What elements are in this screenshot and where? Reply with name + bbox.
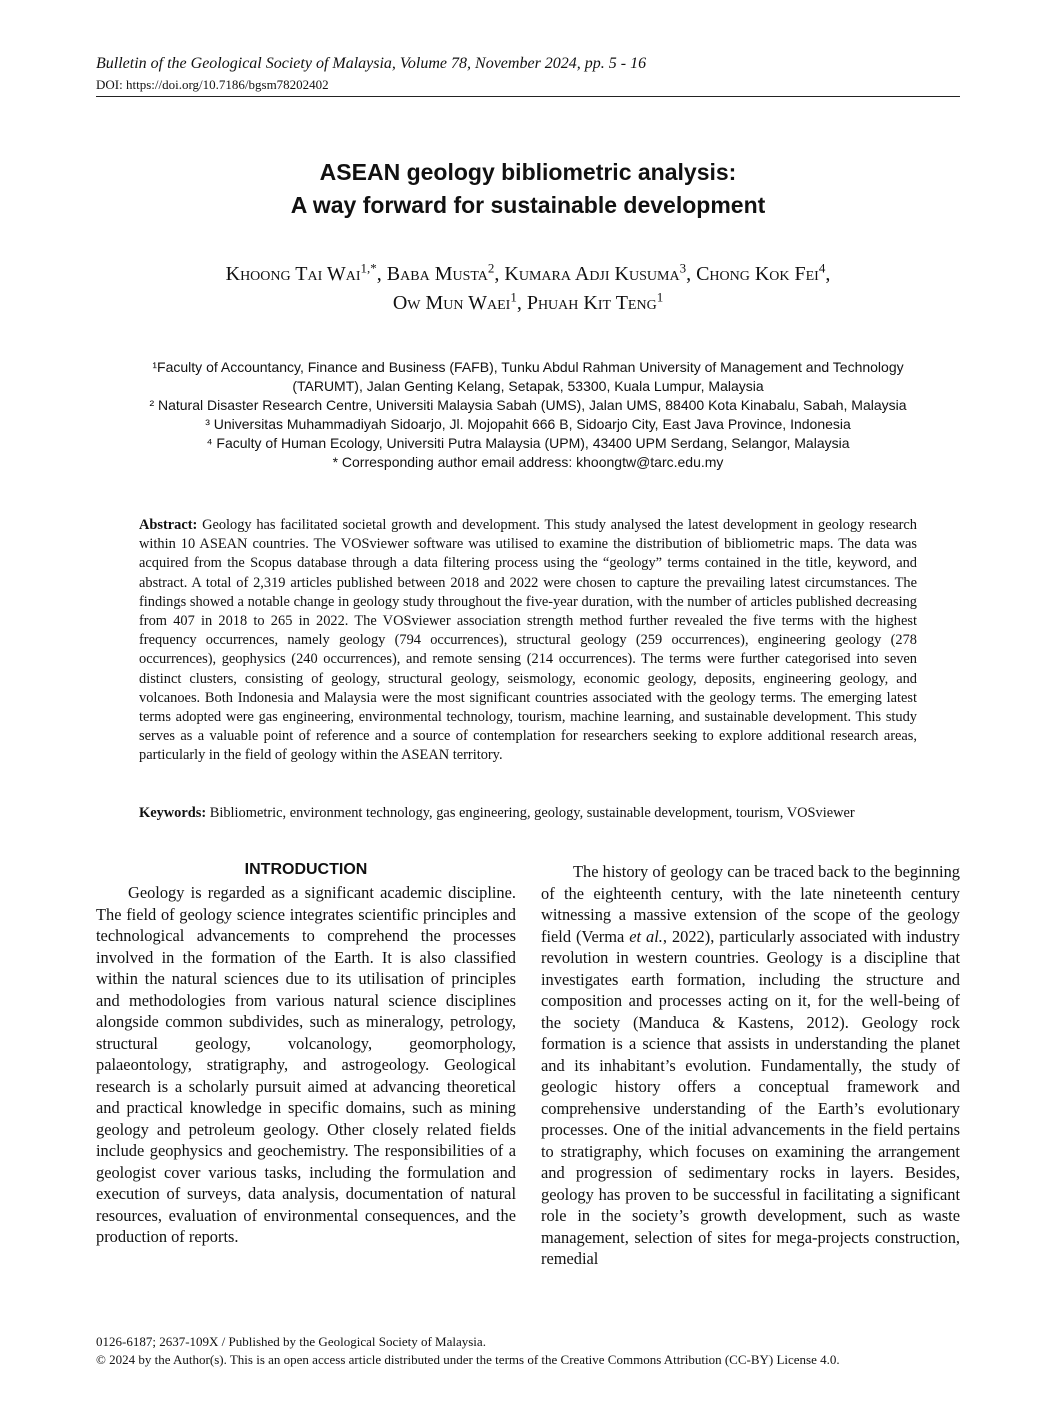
abstract	[139, 516, 917, 766]
author-affiliation-mark: 4	[818, 260, 826, 276]
keywords	[139, 805, 939, 822]
author-affiliation-mark: 1	[510, 289, 517, 305]
keywords-label: Keywords:	[139, 805, 207, 821]
paragraph-text: , 2022), particularly associated with industry revolution in western countries. Geology is a discipline that investigates earth formation, including the structure and composition and processes acting on it, for the well-being of the society (Manduca & Kastens, 2012). Geology rock formation is a science that assists in understanding the planet and its inhabitant’s evolution. Fundamentally, the study of geologic history offers a conceptual framework and comprehensive understanding of the Earth’s evolutionary processes. One of the initial advancements in the field pertains to stratigraphy, which focuses on examining the arrangement and progression of sedimentary rocks in layers. Besides, geology has proven to be successful in facilitating a significant role in the society’s growth development, such as waste management, selection of sites for mega-projects construction, remedial	[541, 926, 960, 1268]
author-line-2: Ow Mun Waei$^1$, Phuah Kit Teng$^1$	[392, 289, 664, 314]
keywords-text: Bibliometric, environment technology, gas engineering, geology, sustainable development, tourism, VOSviewer	[209, 805, 855, 821]
right-column	[541, 861, 960, 1270]
footer-license: © 2024 by the Author(s). This is an open access article distributed under the terms of the Creative Commons Attribution (CC-BY) License 4.0.	[96, 1352, 840, 1367]
abstract-label: Abstract:	[139, 517, 198, 533]
intro-paragraph-1: Geology is regarded as a significant academic discipline. The field of geology science integrates scientific principles and technological advancements to comprehend the processes involved in the formation of the Earth. It is also classified within the natural sciences due to its utilisation of principles and methodologies from various natural science disciplines alongside common subdivides, such as mineralogy, petrology, structural geology, volcanology, geomorphology, palaeontology, stratigraphy, and astrogeology. Geological research is a scholarly pursuit aimed at advancing theoretical and practical knowledge in specific domains, such as mining geology and petroleum geology. Other closely related fields include geophysics and geochemistry. The responsibilities of a geologist cover various tasks, including the formulation and execution of surveys, data analysis, documentation of natural resources, evaluation of environmental consequences, and the production of reports.	[96, 883, 516, 1246]
page-footer	[96, 1333, 840, 1369]
author-line-1: Khoong Tai Wai$^{1,*}$, Baba Musta$^2$, Kumara Adji Kusuma$^3$, Chong Kok Fei$^4$,	[225, 260, 831, 285]
title-line-2: A way forward for sustainable development	[290, 192, 766, 218]
abstract-text: Geology has facilitated societal growth and development. This study analysed the latest development in geology research within 10 ASEAN countries. The VOSviewer software was utilised to examine the distribution of bibliometric maps. The data was acquired from the Scopus database through a data filtering process using the “geology” terms contained in the title, keyword, and abstract. A total of 2,319 articles published between 2018 and 2022 were chosen to capture the prevailing latest circumstances. The findings showed a notable change in geology study throughout the five-year duration, with the number of articles published decreasing from 407 in 2018 to 265 in 2022. The VOSviewer association strength method further revealed the five terms with the highest frequency occurrences, namely geology (794 occurrences), structural geology (259 occurrences), engineering geology (278 occurrences), geophysics (240 occurrences), and remote sensing (214 occurrences). The terms were further categorised into seven distinct clusters, consisting of geology, structural geology, seismology, economic geology, deposits, engineering geology, and volcanoes. Both Indonesia and Malaysia were the most significant countries associated with the geology terms. The emerging latest terms adopted were gas engineering, environmental technology, tourism, machine learning, and sustainable development. This study serves as a valuable point of reference and a source of contemplation for researchers seeking to explore additional research areas, particularly in the field of geology within the ASEAN territory.	[139, 517, 917, 764]
paragraph-text: The history of geology can be traced back to the beginning of the eighteenth century, with the late nineteenth century witnessing a massive extension of the scope of the geology field (Verma	[541, 862, 960, 946]
title-line-1: ASEAN geology bibliometric analysis:	[319, 159, 737, 185]
section-heading: INTRODUCTION	[244, 861, 368, 878]
affiliation-1-line-2: (TARUMT), Jalan Genting Kelang, Setapak, 53300, Kuala Lumpur, Malaysia	[292, 378, 764, 394]
author-affiliation-mark: 2	[487, 260, 495, 276]
author-affiliation-mark: 3	[679, 260, 687, 276]
affiliation-3: ³ Universitas Muhammadiyah Sidoarjo, Jl. Mojopahit 666 B, Sidoarjo City, East Java Province, Indonesia	[205, 416, 851, 432]
journal-citation: Bulletin of the Geological Society of Malaysia, Volume 78, November 2024, pp. 5 - 16	[96, 55, 647, 72]
doi-line[interactable]: DOI: https://doi.org/10.7186/bgsm78202402	[96, 77, 329, 92]
author-name: Chong Kok Fei	[696, 263, 819, 285]
author-affiliation-mark: 1	[656, 289, 664, 305]
intro-paragraph-2	[541, 861, 960, 1270]
author-name: Khoong Tai Wai	[225, 263, 361, 285]
header-rule	[96, 96, 960, 97]
author-name: Ow Mun Waei	[392, 292, 511, 314]
affiliation-1-line-1: ¹Faculty of Accountancy, Finance and Business (FAFB), Tunku Abdul Rahman University of Management and Technology	[152, 359, 904, 375]
author-affiliation-mark: 1,*	[360, 260, 377, 276]
affiliations	[96, 358, 960, 472]
affiliation-2: ² Natural Disaster Research Centre, Universiti Malaysia Sabah (UMS), Jalan UMS, 88400 Kota Kinabalu, Sabah, Malaysia	[149, 397, 907, 413]
affiliation-4: ⁴ Faculty of Human Ecology, Universiti Putra Malaysia (UPM), 43400 UPM Serdang, Selangor, Malaysia	[206, 435, 850, 451]
corresponding-author: * Corresponding author email address: khoongtw@tarc.edu.my	[332, 454, 724, 470]
author-name: Baba Musta	[386, 263, 488, 285]
left-column	[96, 860, 516, 1248]
author-name: Kumara Adji Kusuma	[504, 263, 680, 285]
citation-et-al: et al.	[629, 926, 663, 946]
author-name: Phuah Kit Teng	[526, 292, 657, 314]
footer-issn: 0126-6187; 2637-109X / Published by the Geological Society of Malaysia.	[96, 1334, 486, 1349]
